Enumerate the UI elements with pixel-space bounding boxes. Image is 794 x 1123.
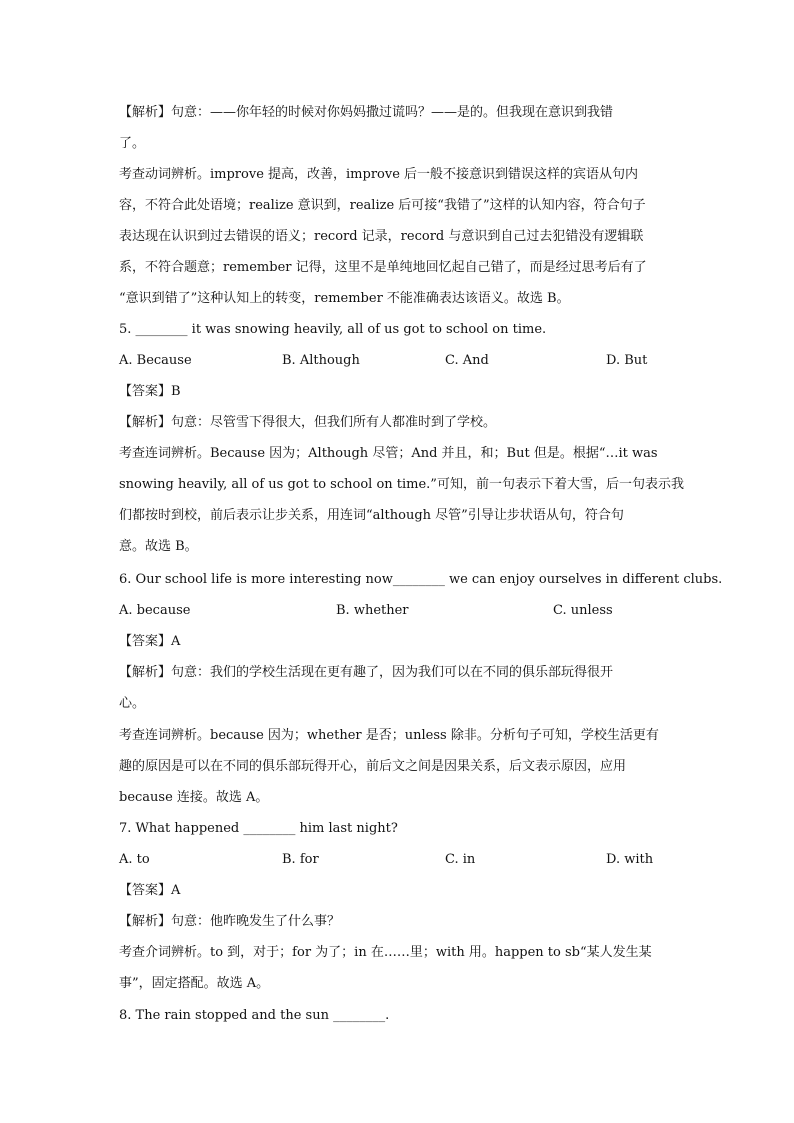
text-line: because 连接。故选 A。 <box>119 790 269 805</box>
q5-option-c: C. And <box>445 353 489 368</box>
q7-option-a: A. to <box>119 852 150 867</box>
q5-option-b: B. Although <box>282 353 360 368</box>
text-line: 表达现在认识到过去错误的语义；record 记录，record 与意识到自己过去犯错没有逻辑联 <box>119 229 644 244</box>
analysis-q7: 【解析】句意：他昨晚发生了什么事？ <box>119 914 341 929</box>
q7-option-d: D. with <box>606 852 654 867</box>
text-line: 考查连词辨析。because 因为；whether 是否；unless 除非。分析句子可知，学校生活更有 <box>119 728 659 743</box>
q5-option-a: A. Because <box>119 353 192 368</box>
q6-option-a: A. because <box>119 603 191 618</box>
question-6: 6. Our school life is more interesting now________ we can enjoy ourselves in different clubs. <box>119 572 723 587</box>
text-line: 考查连词辨析。Because 因为；Although 尽管；And 并且，和；But 但是。根据“…it was <box>119 446 658 461</box>
text-line: 考查动词辨析。improve 提高，改善，improve 后一般不接意识到错误这样的宾语从句内 <box>119 167 639 182</box>
text-line: 意。故选 B。 <box>119 539 198 554</box>
q5-option-d: D. But <box>606 353 648 368</box>
answer-q7: 【答案】A <box>119 883 181 898</box>
text-line: 心。 <box>119 696 146 711</box>
answer-q6: 【答案】A <box>119 634 181 649</box>
text-line: snowing heavily, all of us got to school on time.”可知，前一句表示下着大雪，后一句表示我 <box>119 477 684 492</box>
question-5: 5. ________ it was snowing heavily, all of us got to school on time. <box>119 322 547 337</box>
text-line: 趣的原因是可以在不同的俱乐部玩得开心，前后文之间是因果关系，后文表示原因，应用 <box>119 759 627 774</box>
q7-option-b: B. for <box>282 852 319 867</box>
text-line: 了。 <box>119 136 146 151</box>
analysis-q4: 【解析】句意：——你年轻的时候对你妈妈撒过谎吗？——是的。但我现在意识到我错 <box>119 105 614 120</box>
text-line: 事”，固定搭配。故选 A。 <box>119 976 270 991</box>
q7-option-c: C. in <box>445 852 476 867</box>
text-line: 系，不符合题意；remember 记得，这里不是单纯地回忆起自己错了，而是经过思考后有了 <box>119 260 647 275</box>
text-line: “意识到错了”这种认知上的转变，remember 不能准确表达该语义。故选 B。 <box>119 291 570 306</box>
q6-option-c: C. unless <box>553 603 613 618</box>
text-line: 们都按时到校，前后表示让步关系，用连词“although 尽管”引导让步状语从句，符合句 <box>119 508 624 523</box>
analysis-q6: 【解析】句意：我们的学校生活现在更有趣了，因为我们可以在不同的俱乐部玩得很开 <box>119 665 614 680</box>
answer-q5: 【答案】B <box>119 384 181 399</box>
question-8: 8. The rain stopped and the sun ________. <box>119 1008 390 1023</box>
q6-option-b: B. whether <box>336 603 409 618</box>
text-line: 考查介词辨析。to 到，对于；for 为了；in 在……里；with 用。happen to sb“某人发生某 <box>119 945 652 960</box>
analysis-q5: 【解析】句意：尽管雪下得很大，但我们所有人都准时到了学校。 <box>119 415 497 430</box>
text-line: 容，不符合此处语境；realize 意识到，realize 后可接“我错了”这样的认知内容，符合句子 <box>119 198 646 213</box>
question-7: 7. What happened ________ him last night? <box>119 821 398 836</box>
